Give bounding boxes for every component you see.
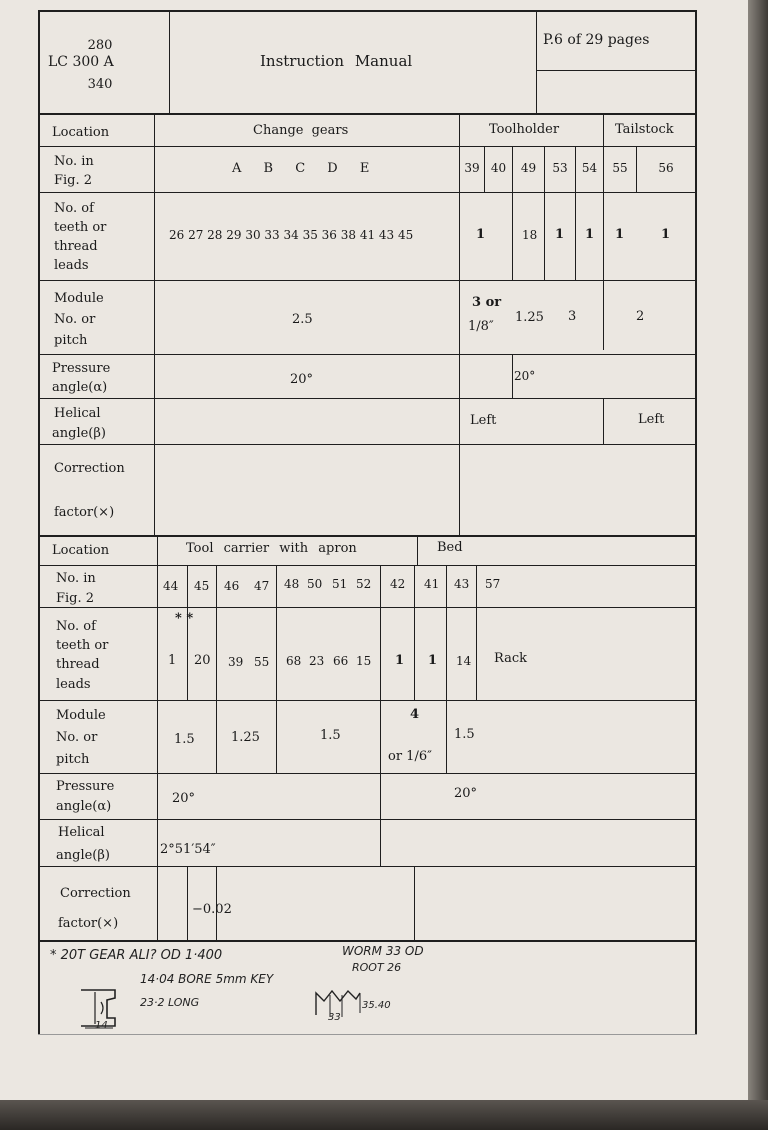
toolholder-teeth-54: 1: [585, 227, 595, 242]
lower-fig-51: 51: [332, 577, 348, 591]
tailstock-teeth-55: 1: [615, 227, 625, 242]
tailstock-teeth-56: 1: [661, 227, 671, 242]
label-correction: Correction: [54, 461, 125, 476]
lower-helical: 2°51′54″: [160, 842, 216, 857]
note-dim-14: 14: [95, 1020, 108, 1031]
gear-letters: A B C D E: [232, 161, 370, 176]
lower-teeth-51: 66: [333, 654, 349, 668]
fig-55: 55: [612, 161, 628, 175]
note-worm-od: WORM 33 OD: [342, 944, 424, 958]
lower-fig-42: 42: [390, 577, 406, 591]
lower-label-leads: leads: [56, 677, 91, 692]
note-worm-root: ROOT 26: [352, 961, 402, 974]
lower-pressure-2: 20°: [454, 786, 478, 801]
lower-module-3: 1.5: [320, 728, 341, 743]
label-teeth: teeth or: [54, 220, 107, 235]
lower-teeth-42: 1: [395, 653, 405, 668]
label-pressure: Pressure: [52, 361, 111, 376]
lower-fig-47: 47: [254, 579, 270, 593]
lower-module-2: 1.25: [231, 730, 260, 745]
lower-fig-44: 44: [163, 579, 179, 593]
note-line-2: 14·04 BORE 5mm KEY: [140, 972, 274, 986]
header-change-gears: Change gears: [253, 123, 349, 138]
label-pressure-angle: angle(α): [52, 380, 108, 395]
lower-module-4a: 4: [410, 707, 420, 722]
lower-teeth-57: Rack: [494, 651, 527, 666]
page-number: P.6 of 29 pages: [543, 32, 650, 48]
lower-label-correction: Correction: [60, 886, 131, 901]
label-no-in: No. in: [54, 154, 94, 169]
fig-49: 49: [520, 161, 537, 175]
header-tailstock: Tailstock: [615, 122, 674, 137]
change-gear-module: 2.5: [292, 312, 313, 327]
label-no-of: No. of: [54, 201, 94, 216]
tailstock-helical: Left: [638, 412, 665, 427]
lower-fig-41: 41: [424, 577, 440, 591]
lower-fig-48: 48: [284, 577, 300, 591]
fig-54: 54: [581, 161, 598, 175]
fig-53: 53: [552, 161, 568, 175]
model-lc300a: LC 300 A: [48, 54, 114, 70]
lower-teeth-46: 39: [228, 655, 244, 669]
note-dim-3540: 35.40: [362, 1000, 391, 1011]
lower-label-factor: factor(×): [58, 916, 119, 931]
toolholder-module-c: 1.25: [515, 310, 544, 325]
label-helical-angle: angle(β): [52, 426, 106, 441]
lower-teeth-44: 1: [168, 653, 177, 668]
lower-teeth-45: 20: [194, 653, 211, 668]
lower-fig-43: 43: [454, 577, 470, 591]
label-pitch: pitch: [54, 333, 88, 348]
toolholder-teeth-1: 1: [476, 227, 486, 242]
toolholder-module-d: 3: [568, 309, 577, 324]
label-helical: Helical: [54, 406, 101, 421]
label-module: Module: [54, 291, 104, 306]
header-toolholder: Toolholder: [489, 122, 560, 137]
lower-label-helical: Helical: [58, 825, 105, 840]
fig-39: 39: [464, 161, 480, 175]
page-edge-shadow: [748, 0, 768, 1130]
lower-label-teeth: teeth or: [56, 638, 109, 653]
lower-teeth-48: 68: [286, 654, 302, 668]
lower-teeth-50: 23: [309, 654, 325, 668]
label-factor: factor(×): [54, 505, 115, 520]
label-leads: leads: [54, 258, 89, 273]
model-280: 280: [87, 38, 113, 53]
page-bottom-shadow: [0, 1100, 768, 1130]
model-340: 340: [87, 77, 113, 92]
toolholder-module-b: 1/8″: [468, 319, 494, 334]
lower-correction: −0.02: [192, 902, 232, 917]
note-dim-33: 33: [328, 1012, 341, 1023]
lower-module-1: 1.5: [174, 732, 195, 747]
lower-label-fig2: Fig. 2: [56, 591, 95, 606]
star-marks: * *: [175, 611, 194, 626]
note-line-3: 23·2 LONG: [140, 996, 200, 1009]
lower-label-pitch: pitch: [56, 752, 90, 767]
lower-label-pressure: Pressure: [56, 779, 115, 794]
lower-fig-45: 45: [194, 579, 210, 593]
toolholder-helical: Left: [470, 413, 497, 428]
lower-label-helical-angle: angle(β): [56, 848, 110, 863]
toolholder-pressure: 20°: [514, 369, 536, 383]
lower-label-no-or: No. or: [56, 730, 98, 745]
label-location: Location: [52, 125, 110, 140]
label-fig2: Fig. 2: [54, 173, 93, 188]
lower-teeth-43: 14: [456, 654, 472, 668]
lower-label-no-of: No. of: [56, 619, 96, 634]
lower-teeth-41: 1: [428, 653, 438, 668]
fig-56: 56: [658, 161, 674, 175]
toolholder-teeth-18: 18: [522, 228, 538, 242]
fig-40: 40: [490, 161, 507, 175]
lower-module-4b: or 1/6″: [388, 749, 432, 764]
header-tool-carrier: Tool carrier with apron: [186, 541, 357, 556]
lower-fig-57: 57: [485, 577, 501, 591]
manual-title: Instruction Manual: [260, 52, 413, 70]
label-thread: thread: [54, 239, 98, 254]
lower-teeth-47: 55: [254, 655, 270, 669]
header-bed: Bed: [437, 540, 463, 555]
lower-module-5: 1.5: [454, 727, 475, 742]
lower-fig-50: 50: [307, 577, 323, 591]
note-line-1: * 20T GEAR ALI? OD 1·400: [50, 948, 223, 963]
lower-fig-46: 46: [224, 579, 240, 593]
lower-label-pressure-angle: angle(α): [56, 799, 112, 814]
change-gear-pressure: 20°: [290, 372, 314, 387]
lower-label-module: Module: [56, 708, 106, 723]
lower-label-no-in: No. in: [56, 571, 96, 586]
change-gear-teeth: 26 27 28 29 30 33 34 35 36 38 41 43 45: [169, 228, 414, 242]
lower-label-location: Location: [52, 543, 110, 558]
lower-label-thread: thread: [56, 657, 100, 672]
toolholder-module-a: 3 or: [472, 295, 502, 310]
lower-pressure-1: 20°: [172, 791, 196, 806]
toolholder-teeth-53: 1: [555, 227, 565, 242]
lower-teeth-52: 15: [356, 654, 372, 668]
tailstock-module: 2: [636, 309, 645, 324]
label-no-or: No. or: [54, 312, 96, 327]
lower-fig-52: 52: [356, 577, 372, 591]
